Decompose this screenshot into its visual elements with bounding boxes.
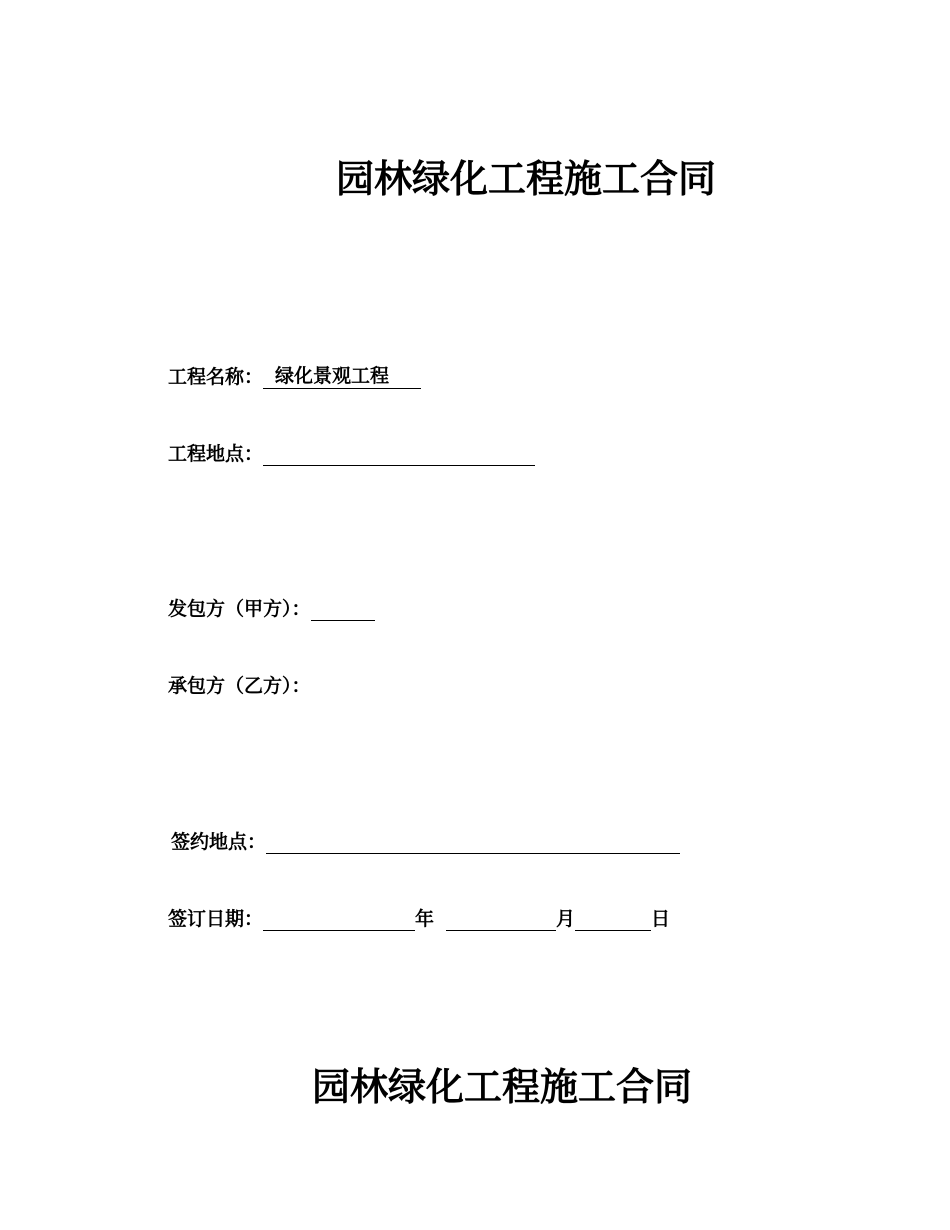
year-blank xyxy=(263,906,415,931)
party-a-blank xyxy=(311,596,375,621)
day-blank xyxy=(575,906,651,931)
day-label: 日 xyxy=(651,908,671,930)
month-label: 月 xyxy=(556,908,576,930)
year-label: 年 xyxy=(415,908,435,930)
sign-place-row xyxy=(171,829,680,853)
project-name-value: 绿化景观工程 xyxy=(263,364,421,389)
project-site-blank xyxy=(263,441,535,466)
party-a-row xyxy=(168,596,375,620)
project-name-label: 工程名称： xyxy=(168,366,264,388)
project-site-label: 工程地点： xyxy=(168,443,264,465)
project-name-row xyxy=(168,364,421,388)
party-b-row xyxy=(168,674,311,698)
sign-place-label: 签约地点： xyxy=(171,831,267,853)
sign-date-row xyxy=(168,906,670,930)
contract-title: 园林绿化工程施工合同 xyxy=(336,156,717,201)
project-site-row xyxy=(168,441,535,465)
sign-place-blank xyxy=(266,829,680,854)
sign-date-label: 签订日期： xyxy=(168,908,264,930)
party-b-label: 承包方（乙方）： xyxy=(168,675,311,697)
month-blank xyxy=(446,906,556,931)
party-a-label: 发包方（甲方）： xyxy=(168,598,311,620)
contract-title-repeat: 园林绿化工程施工合同 xyxy=(312,1064,693,1109)
